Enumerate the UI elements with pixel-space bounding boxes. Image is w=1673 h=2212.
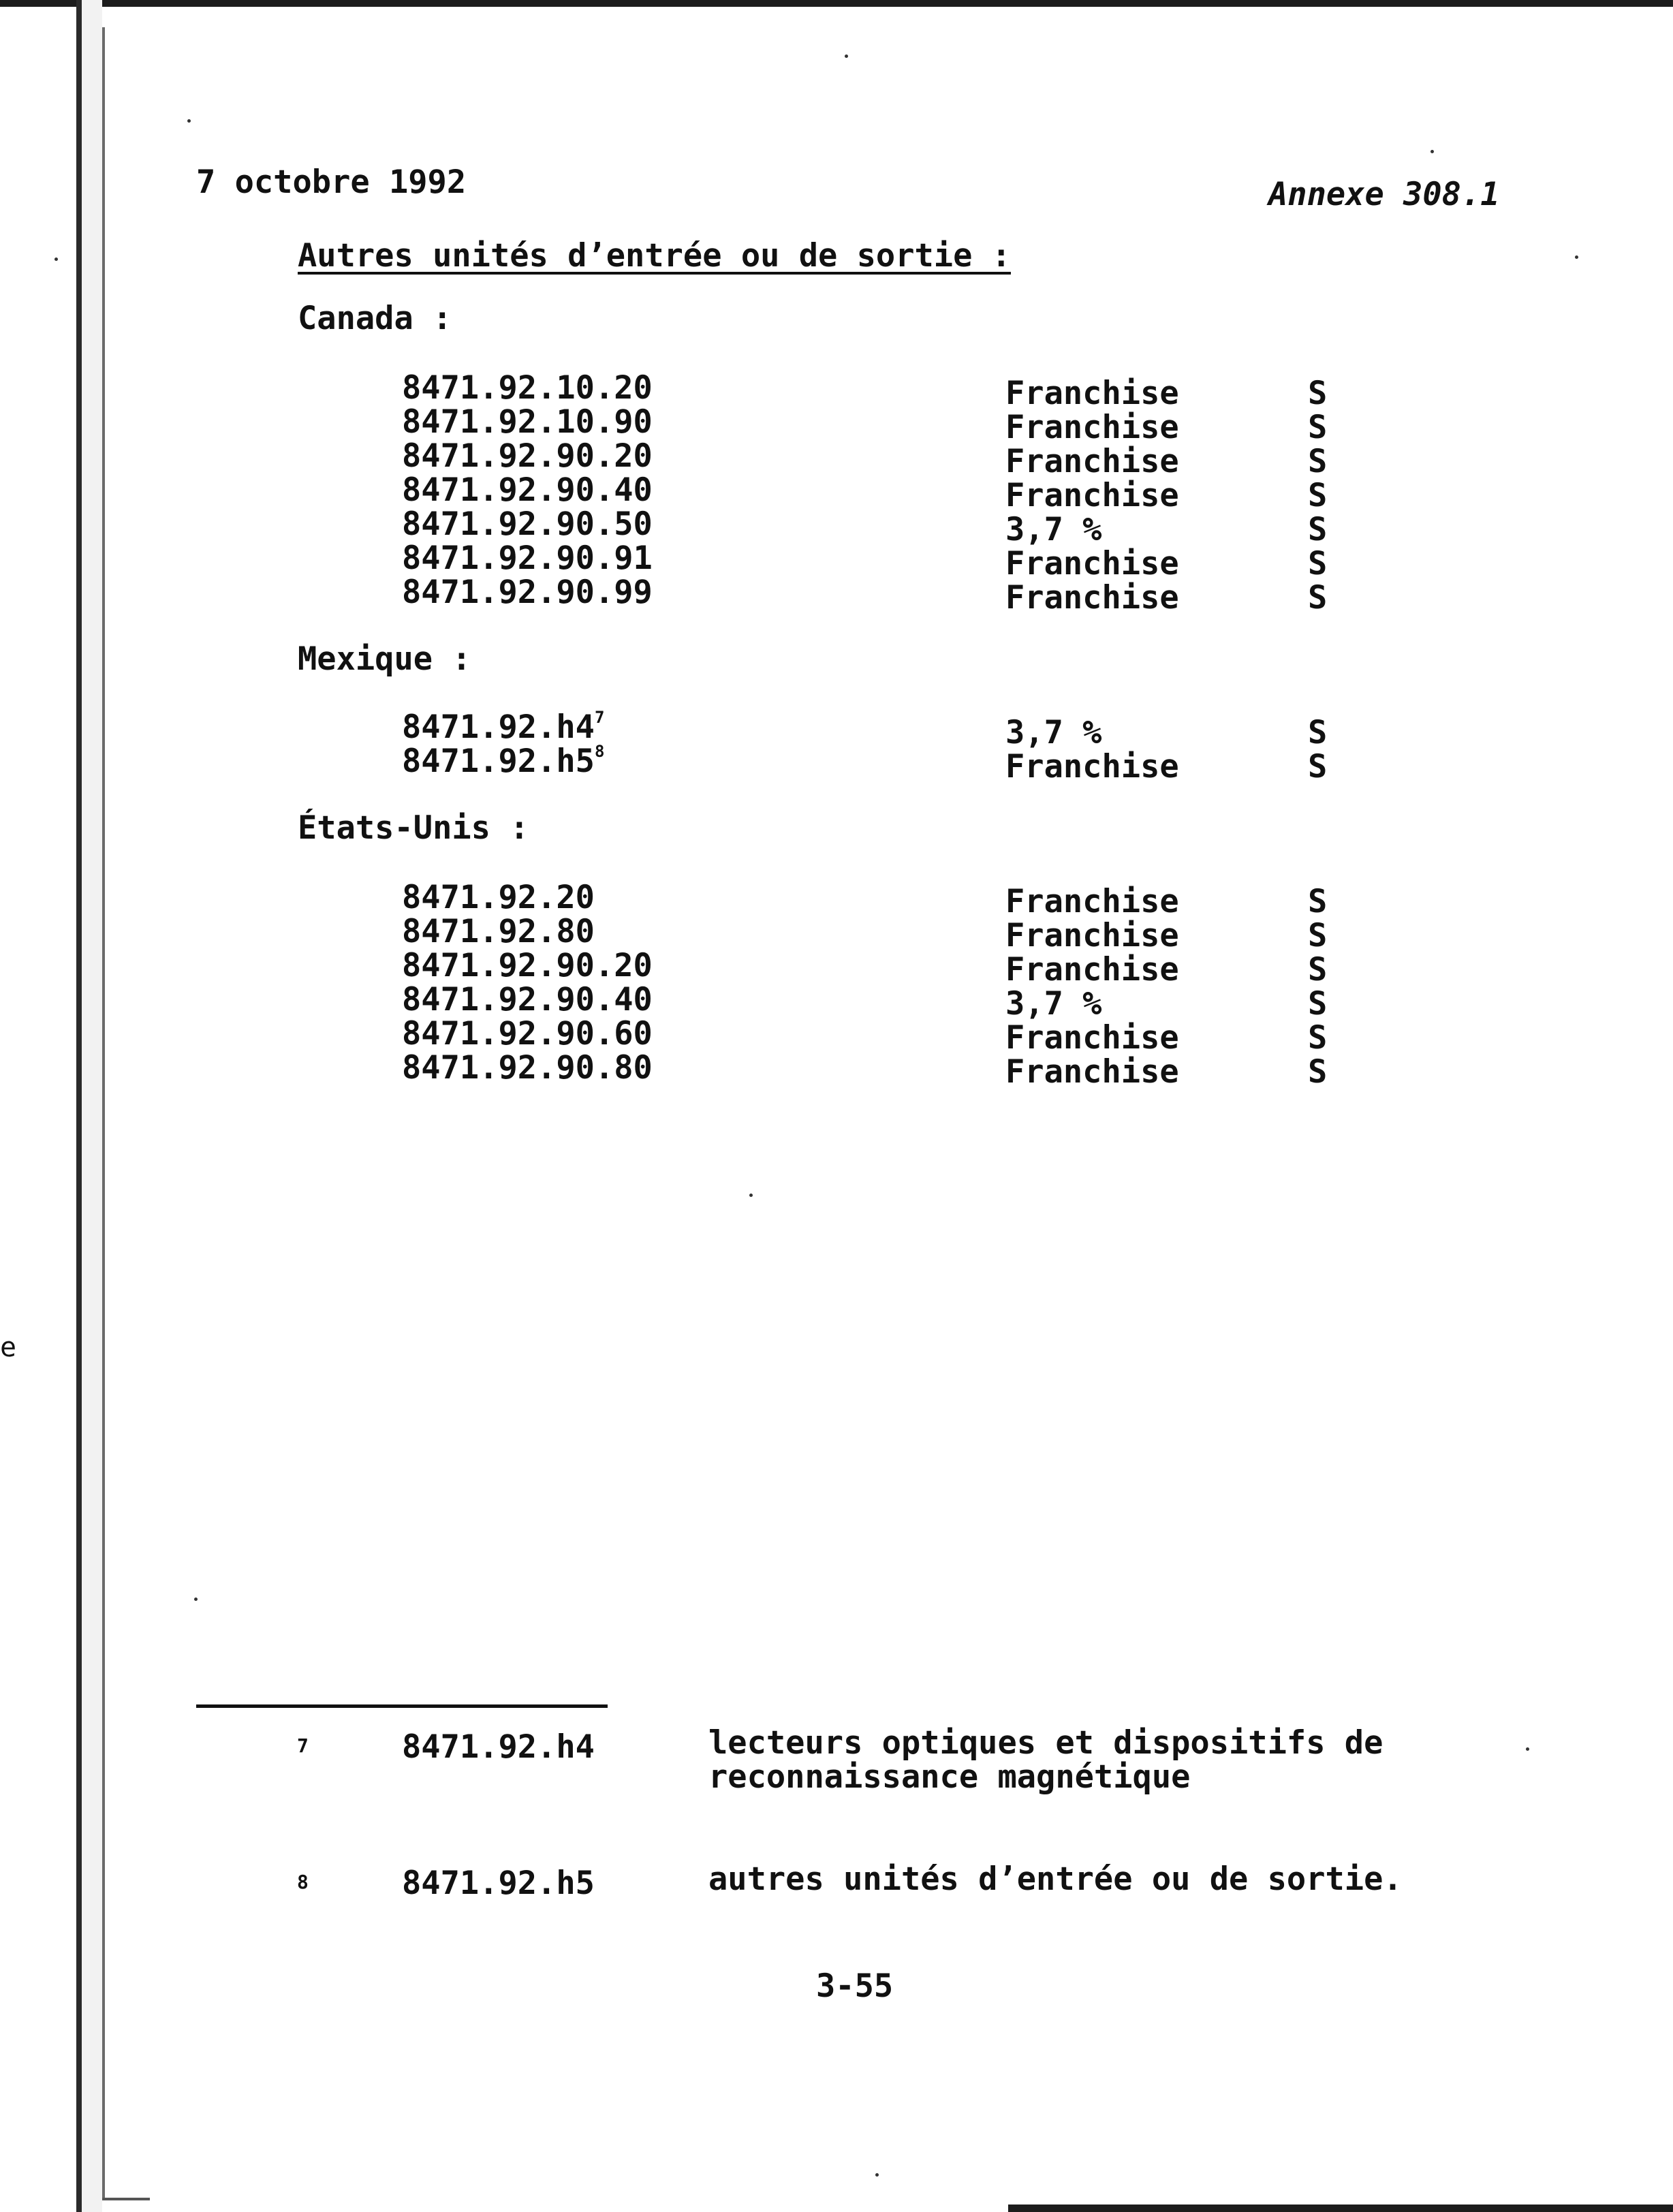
duty-rate: Franchise [1005, 917, 1179, 954]
tariff-code: 8471.92.90.99 [402, 574, 653, 611]
duty-rate: Franchise [1005, 375, 1179, 412]
staging-category: S [1308, 748, 1328, 785]
footnote-text: autres unités d’entrée ou de sortie. [708, 1860, 1403, 1898]
scan-edge-top [0, 0, 1673, 7]
scan-speck [187, 119, 191, 123]
duty-rate: Franchise [1005, 1053, 1179, 1091]
scan-edge-bottom [1008, 2205, 1673, 2212]
staging-category: S [1308, 883, 1328, 920]
staging-category: S [1308, 579, 1328, 617]
scan-speck [1430, 150, 1434, 153]
staging-category: S [1308, 511, 1328, 548]
tariff-code: $8471.92.h5^8$ [402, 742, 605, 780]
margin-fragment: e [0, 1332, 17, 1363]
staging-category: S [1308, 985, 1328, 1023]
footnote-code: 8471.92.h4 [402, 1728, 595, 1766]
staging-category: S [1308, 1019, 1328, 1057]
duty-rate: 3,7 % [1005, 714, 1102, 751]
binding-shadow [82, 0, 102, 2212]
duty-rate: Franchise [1005, 748, 1179, 785]
tariff-code: 8471.92.80 [402, 913, 595, 950]
duty-rate: Franchise [1005, 477, 1179, 514]
staging-category: S [1308, 714, 1328, 751]
scan-speck [1526, 1747, 1529, 1751]
scan-speck [1575, 255, 1578, 259]
tariff-code: 8471.92.10.20 [402, 369, 653, 407]
country-heading-etats-unis: États-Unis : [298, 809, 529, 847]
staging-category: S [1308, 951, 1328, 988]
duty-rate: Franchise [1005, 1019, 1179, 1057]
duty-rate: Franchise [1005, 409, 1179, 446]
duty-rate: 3,7 % [1005, 511, 1102, 548]
footnote-number: 8 [297, 1871, 309, 1893]
footnote-ref: 7 [594, 708, 605, 727]
country-heading-mexique: Mexique : [298, 640, 471, 678]
duty-rate: Franchise [1005, 579, 1179, 617]
binding-line [102, 27, 105, 2200]
tariff-code: 8471.92.90.40 [402, 471, 653, 509]
tariff-code: 8471.92.90.40 [402, 981, 653, 1018]
staging-category: S [1308, 917, 1328, 954]
annex-label: Annexe 308.1 [1268, 176, 1500, 213]
tariff-code: 8471.92.20 [402, 879, 595, 916]
staging-category: S [1308, 545, 1328, 582]
tariff-code: $8471.92.h4^7$ [402, 708, 605, 746]
document-date: 7 octobre 1992 [196, 163, 467, 201]
country-heading-canada: Canada : [298, 300, 452, 337]
footnote-text: lecteurs optiques et dispositifs de [708, 1724, 1383, 1762]
duty-rate: Franchise [1005, 951, 1179, 988]
binding-edge [76, 0, 82, 2212]
footnote-ref: 8 [594, 742, 605, 761]
duty-rate: Franchise [1005, 545, 1179, 582]
scan-speck [845, 54, 848, 58]
staging-category: S [1308, 1053, 1328, 1091]
scan-speck [749, 1194, 753, 1197]
scan-speck [875, 2173, 879, 2177]
staging-category: S [1308, 477, 1328, 514]
tariff-code: 8471.92.90.60 [402, 1015, 653, 1053]
footnote-number: 7 [297, 1734, 309, 1757]
binding-foot [102, 2198, 150, 2200]
staging-category: S [1308, 409, 1328, 446]
scan-speck [54, 258, 58, 261]
tariff-code: 8471.92.90.91 [402, 540, 653, 577]
staging-category: S [1308, 375, 1328, 412]
footnote-text: reconnaissance magnétique [708, 1758, 1191, 1796]
section-title: Autres unités d’entrée ou de sortie : [298, 237, 1011, 275]
scan-speck [194, 1598, 198, 1601]
duty-rate: Franchise [1005, 443, 1179, 480]
tariff-code: 8471.92.90.20 [402, 437, 653, 475]
footnote-code: 8471.92.h5 [402, 1865, 595, 1902]
tariff-code: 8471.92.90.80 [402, 1049, 653, 1087]
tariff-code: 8471.92.90.20 [402, 947, 653, 984]
footnote-separator [196, 1704, 608, 1708]
tariff-code: 8471.92.90.50 [402, 505, 653, 543]
duty-rate: 3,7 % [1005, 985, 1102, 1023]
staging-category: S [1308, 443, 1328, 480]
page-number: 3-55 [816, 1967, 894, 2005]
tariff-code: 8471.92.10.90 [402, 403, 653, 441]
duty-rate: Franchise [1005, 883, 1179, 920]
